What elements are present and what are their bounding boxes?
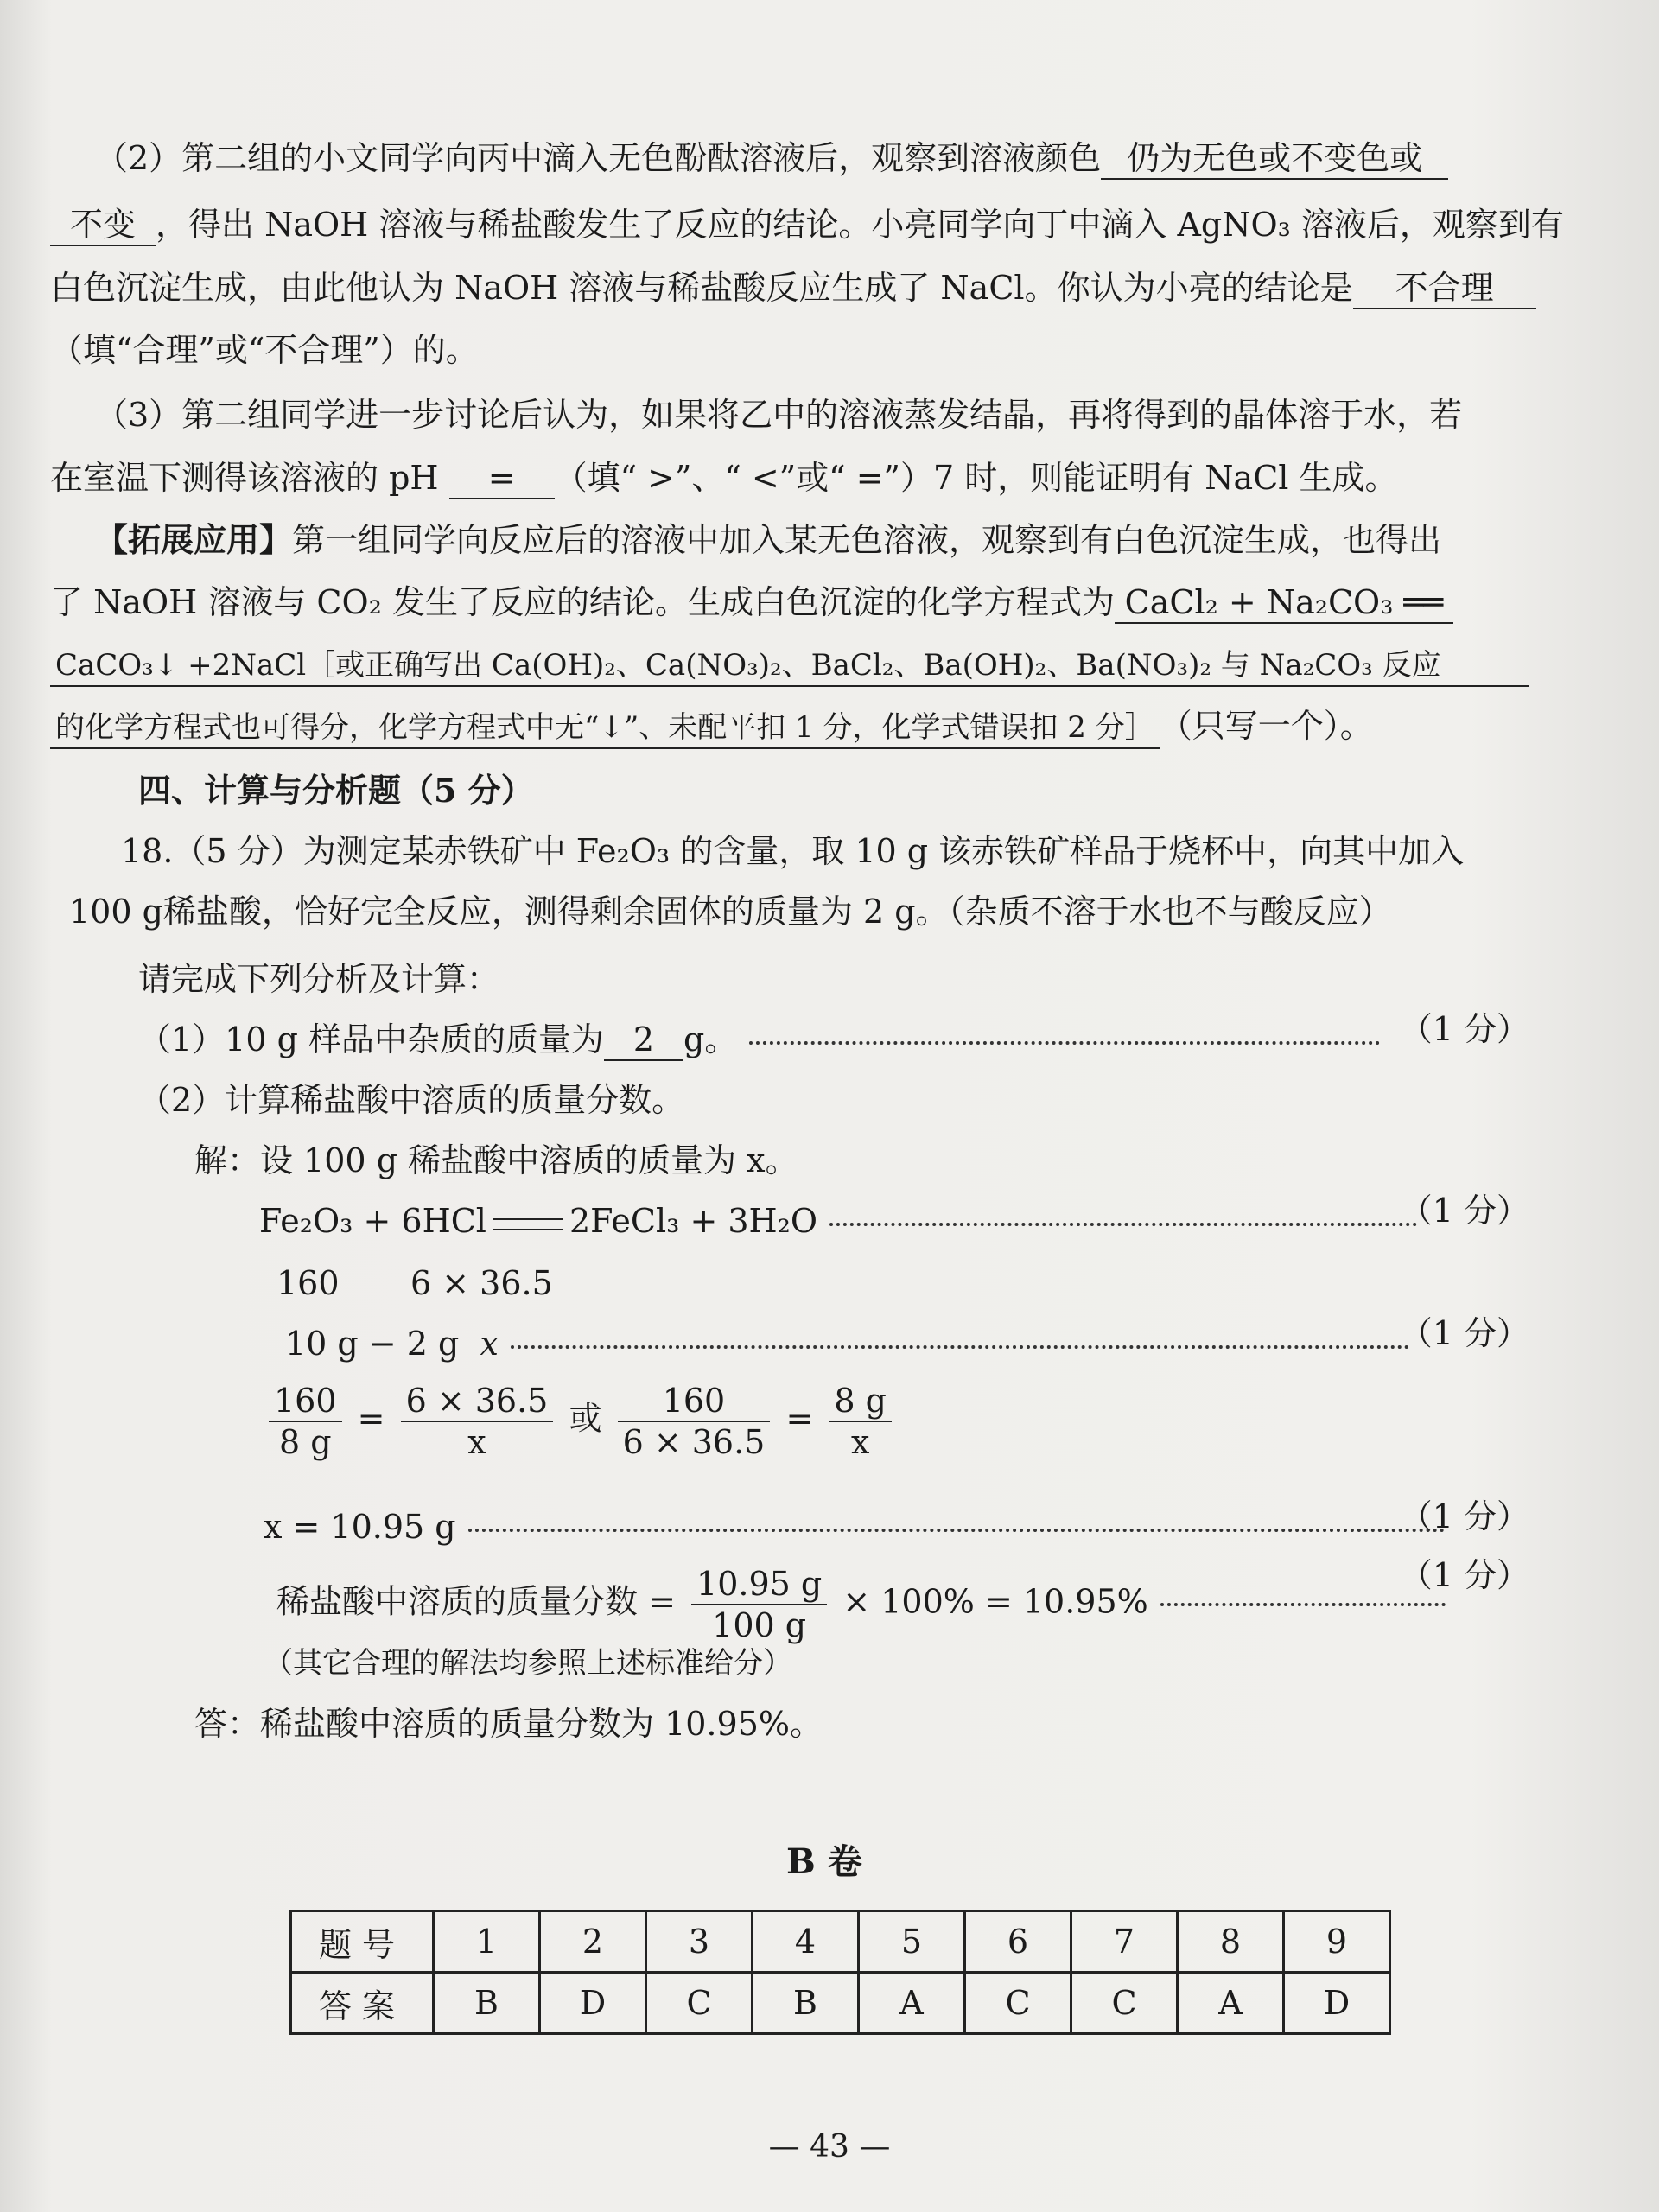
dotted-leader [511, 1345, 1409, 1349]
answer-blank: 不合理 [1353, 268, 1536, 309]
ext-line2: 了 NaOH 溶液与 CO₂ 发生了反应的结论。生成白色沉淀的化学方程式为 CaCl₂ + Na₂CO₃ ══ [50, 581, 1453, 624]
table-cell: 5 [859, 1911, 965, 1973]
table-cell: C [1071, 1973, 1178, 2034]
answer-blank: 仍为无色或不变色或 [1101, 138, 1448, 180]
answer-table [289, 1910, 1391, 2035]
p2-line1: （2）第二组的小文同学向丙中滴入无色酚酞溶液后，观察到溶液颜色 仍为无色或不变色或 [95, 137, 1448, 180]
ratio-line1: 160 [276, 1264, 340, 1302]
dotted-leader [468, 1529, 1445, 1532]
equals-sign [493, 1218, 563, 1230]
ratio-line2: 10 g − 2 g x [285, 1322, 1421, 1365]
answer-blank: CaCl₂ + Na₂CO₃ ══ [1115, 582, 1453, 624]
p3-line2: 在室温下测得该溶液的 pH = （填“ >”、“ <”或“ =”）7 时，则能证明有 NaCl 生成。 [50, 456, 1398, 499]
q18-sub1: （1）10 g 样品中杂质的质量为 2 g。 [138, 1018, 1392, 1061]
table-cell: 6 [965, 1911, 1071, 1973]
note: （其它合理的解法均参照上述标准给分） [264, 1646, 792, 1681]
score: （1 分） [1399, 1556, 1529, 1594]
table-cell: B [753, 1973, 859, 2034]
percentage-calc: 稀盐酸中溶质的质量分数 = $\frac{10.95 g}{100 g}$ × 100% = 10.95% [276, 1564, 1458, 1645]
q18-line1: 18.（5 分）为测定某赤铁矿中 Fe₂O₃ 的含量，取 10 g 该赤铁矿样品于烧杯中，向其中加入 [121, 832, 1465, 870]
p2-line4: （填“合理”或“不合理”）的。 [50, 331, 479, 369]
score: （1 分） [1399, 1010, 1529, 1048]
answer-blank: 的化学方程式也可得分，化学方程式中无“↓”、未配平扣 1 分，化学式错误扣 2 分］ [50, 708, 1160, 749]
table-cell: A [1178, 1973, 1284, 2034]
dotted-leader [1160, 1603, 1446, 1606]
p3-line1: （3）第二组同学进一步讨论后认为，如果将乙中的溶液蒸发结晶，再将得到的晶体溶于水，若 [95, 396, 1463, 434]
page-number: — 43 — [768, 2129, 891, 2164]
x-result: x = 10.95 g [264, 1505, 1457, 1548]
dotted-leader [749, 1041, 1380, 1045]
fraction: $\frac{8 g}{x}$ [829, 1381, 892, 1462]
score: （1 分） [1399, 1192, 1529, 1230]
table-cell: 3 [646, 1911, 753, 1973]
table-cell: C [965, 1973, 1071, 2034]
table-cell: D [1284, 1973, 1390, 2034]
solution-intro: 解：设 100 g 稀盐酸中溶质的质量为 x。 [194, 1141, 798, 1179]
fraction: $\frac{10.95 g}{100 g}$ [691, 1564, 827, 1645]
table-cell: 2 [540, 1911, 646, 1973]
ext-line4: 的化学方程式也可得分，化学方程式中无“↓”、未配平扣 1 分，化学式错误扣 2 分］ （只写一个）。 [50, 704, 1373, 749]
p2-line3: 白色沉淀生成，由此他认为 NaOH 溶液与稀盐酸反应生成了 NaCl。你认为小亮的结论是 不合理 [50, 266, 1536, 309]
answer-blank: = [449, 458, 555, 499]
answer-blank: 2 [604, 1020, 683, 1061]
row-label: 答案 [291, 1973, 434, 2034]
table-cell: C [646, 1973, 753, 2034]
section-title-b: B 卷 [786, 1841, 862, 1882]
ext-line1: 【拓展应用】第一组同学向反应后的溶液中加入某无色溶液，观察到有白色沉淀生成，也得出 [95, 520, 1442, 559]
table-cell: 1 [434, 1911, 540, 1973]
ext-label: 【拓展应用】 [95, 520, 293, 559]
chemical-equation: Fe₂O₃ + 6HCl 2FeCl₃ + 3H₂O [259, 1199, 1429, 1243]
table-cell: 7 [1071, 1911, 1178, 1973]
table-row [291, 1973, 1390, 2034]
table-cell: D [540, 1973, 646, 2034]
table-cell: A [859, 1973, 965, 2034]
fraction: $\frac{160}{8 g}$ [269, 1381, 342, 1462]
q18-sub2: （2）计算稀盐酸中溶质的质量分数。 [138, 1081, 685, 1119]
table-cell: 4 [753, 1911, 859, 1973]
table-cell: B [434, 1973, 540, 2034]
score: （1 分） [1399, 1497, 1529, 1535]
ext-line3 [50, 644, 1529, 687]
table-row [291, 1911, 1390, 1973]
p2-line2: 不变 ，得出 NaOH 溶液与稀盐酸发生了反应的结论。小亮同学向丁中滴入 AgNO₃ 溶液后，观察到有 [50, 203, 1564, 246]
q18-prompt: 请完成下列分析及计算： [138, 960, 500, 998]
answer-blank: 不变 [50, 205, 156, 246]
ratio-line1-b: 6 × 36.5 [410, 1264, 553, 1302]
row-label: 题号 [291, 1911, 434, 1973]
table-cell: 9 [1284, 1911, 1390, 1973]
score: （1 分） [1399, 1314, 1529, 1352]
answer-blank: CaCO₃↓ +2NaCl［或正确写出 Ca(OH)₂、Ca(NO₃)₂、BaCl₂、Ba(OH)₂、Ba(NO₃)₂ 与 Na₂CO₃ 反应 [50, 645, 1529, 687]
section-heading: 四、计算与分析题（5 分） [138, 771, 534, 810]
fraction: $\frac{160}{6 \times 36.5}$ [618, 1381, 771, 1462]
fraction: $\frac{6 \times 36.5}{x}$ [401, 1381, 554, 1462]
final-answer: 答：稀盐酸中溶质的质量分数为 10.95%。 [194, 1705, 823, 1743]
q18-line2: 100 g稀盐酸，恰好完全反应，测得剩余固体的质量为 2 g。（杂质不溶于水也不与酸反应） [69, 893, 1392, 931]
dotted-leader [830, 1223, 1417, 1226]
proportion: $\frac{160}{8 g}$ = $\frac{6 \times 36.5}{x}$ 或 $\frac{160}{6 \times 36.5}$ = $\frac{8 g}{x}$ [264, 1381, 897, 1462]
table-cell: 8 [1178, 1911, 1284, 1973]
